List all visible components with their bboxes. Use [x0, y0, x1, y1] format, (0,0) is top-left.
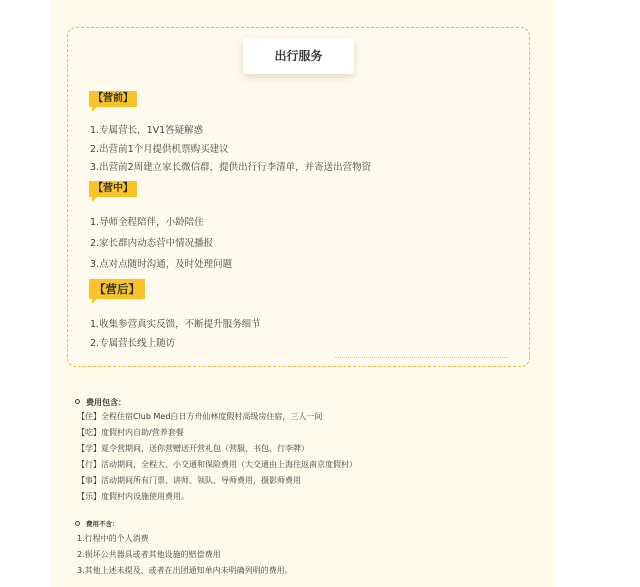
- bullet-icon: [75, 521, 80, 526]
- fee-included-item: 【住】全程住宿Club Med白日方舟仙林度假村高级房住宿，三人一间: [77, 412, 323, 421]
- fee-included-item: 【吃】度假村内自助/营养套餐: [77, 428, 184, 437]
- fee-included-item: 【事】活动期间所有门票、讲师、领队、导师费用，摄影师费用: [77, 476, 301, 485]
- fee-included-item: 【学】夏令营期间，送你营赠送开营礼包（营服、书包、行李牌）: [77, 444, 309, 453]
- divider-dotted: [335, 357, 509, 358]
- tag-before-camp: 【营前】: [89, 91, 137, 107]
- fee-included-item: 【乐】度假村内设施使用费用。: [77, 492, 189, 501]
- before-camp-item: 1.专属营长，1V1答疑解惑: [90, 125, 204, 136]
- fee-excluded-item: 1.行程中的个人消费: [77, 534, 149, 543]
- tag-after-camp: 【营后】: [89, 279, 145, 299]
- page-panel: [51, 0, 553, 587]
- service-card: [67, 27, 530, 367]
- during-camp-item: 2.家长群内动态营中情况播报: [90, 238, 214, 249]
- tag-during-camp: 【营中】: [89, 181, 137, 197]
- fees-included-title: 费用包含：: [75, 397, 126, 408]
- during-camp-item: 3.点对点随时沟通，及时处理问题: [90, 259, 233, 270]
- fee-excluded-item: 3.其他上述未提及，或者在出团通知单内未明确列明的费用。: [77, 566, 293, 575]
- before-camp-item: 2.出营前1个月提供机票购买建议: [90, 144, 229, 155]
- fees-excluded-title: 费用不含：: [75, 519, 119, 528]
- before-camp-item: 3.出营前2周建立家长微信群，提供出行行李清单，并寄送出营物资: [90, 162, 372, 173]
- fee-excluded-item: 2.损坏公共器具或者其他设施的赔偿费用: [77, 550, 221, 559]
- after-camp-item: 2.专属营长线上随访: [90, 338, 176, 349]
- bullet-icon: [75, 399, 80, 404]
- card-title: 出行服务: [243, 38, 354, 74]
- during-camp-item: 1.导师全程陪伴，小龄陪住: [90, 217, 204, 228]
- fee-included-item: 【行】活动期间，全程大、小交通和保险费用（大交通由上海往返南京度假村）: [77, 460, 357, 469]
- after-camp-item: 1.收集参营真实反馈，不断提升服务细节: [90, 319, 261, 330]
